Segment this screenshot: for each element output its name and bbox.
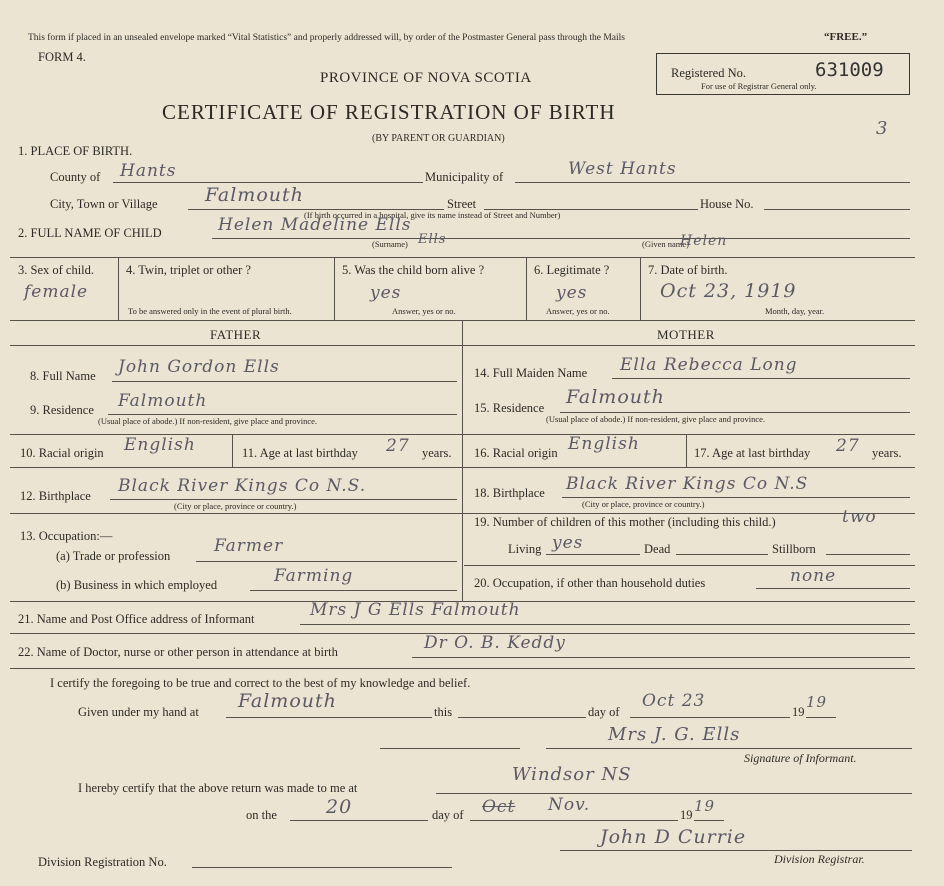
surname-value: Ells	[418, 232, 447, 247]
father-trade-label: (a) Trade or profession	[56, 549, 171, 563]
father-business-label: (b) Business in which employed	[56, 578, 218, 592]
date-of-birth-label: 7. Date of birth.	[648, 263, 728, 277]
registrar-year-value: 19	[694, 797, 716, 815]
mother-heading: MOTHER	[657, 327, 715, 342]
registrar-signature: John D Currie	[600, 826, 747, 848]
doctor-value: Dr O. B. Keddy	[424, 633, 566, 653]
registered-number-box	[656, 53, 910, 95]
hospital-note: (If birth occurred in a hospital, give its name instead of Street and Number)	[304, 210, 561, 220]
twin-note: To be answered only in the event of plural birth.	[128, 306, 292, 316]
street-label: Street	[447, 197, 477, 211]
informant-value: Mrs J G Ells Falmouth	[310, 600, 521, 620]
this-label: this	[434, 705, 453, 719]
free-mark: “FREE.”	[824, 31, 868, 43]
margin-mark: 3	[876, 118, 889, 139]
municipality-label: Municipality of	[425, 170, 504, 184]
certificate-subtitle: (BY PARENT OR GUARDIAN)	[372, 133, 505, 144]
mother-age-label: 17. Age at last birthday	[694, 446, 811, 460]
mother-residence-label: 15. Residence	[474, 401, 545, 415]
division-registration-label: Division Registration No.	[38, 855, 167, 869]
province-heading: PROVINCE OF NOVA SCOTIA	[320, 70, 532, 86]
twin-label: 4. Twin, triplet or other ?	[126, 263, 251, 277]
sex-label: 3. Sex of child.	[18, 263, 95, 277]
father-racial-label: 10. Racial origin	[20, 446, 104, 460]
registrar-note: For use of Registrar General only.	[701, 81, 817, 91]
given-value: Helen	[680, 233, 728, 249]
father-name-label: 8. Full Name	[30, 369, 96, 383]
father-residence-label: 9. Residence	[30, 403, 94, 417]
child-full-name: Helen Madeline Ells	[218, 215, 412, 235]
registered-number: 631009	[815, 59, 884, 81]
registration-day: 20	[326, 796, 353, 818]
mother-age-value: 27	[836, 436, 860, 456]
father-name-value: John Gordon Ells	[118, 357, 280, 377]
mother-children-label: 19. Number of children of this mother (including this child.)	[474, 515, 776, 529]
father-age-value: 27	[386, 436, 410, 456]
legitimate-label: 6. Legitimate ?	[534, 263, 610, 277]
on-the-label: on the	[246, 808, 277, 822]
form-number: FORM 4.	[38, 50, 86, 64]
mother-name-label: 14. Full Maiden Name	[474, 366, 588, 380]
mother-living-value: yes	[552, 533, 584, 553]
place-of-birth-label: 1. PLACE OF BIRTH.	[18, 144, 133, 158]
mother-dead-label: Dead	[644, 542, 671, 556]
date-of-birth-value: Oct 23, 1919	[660, 280, 797, 302]
father-birthplace-note: (City or place, province or country.)	[174, 501, 297, 511]
return-place: Windsor NS	[512, 764, 632, 785]
alive-label: 5. Was the child born alive ?	[342, 263, 485, 277]
surname-note: (Surname)	[372, 239, 408, 249]
father-birthplace-label: 12. Birthplace	[20, 489, 91, 503]
registered-label: Registered No.	[671, 66, 746, 80]
mother-name-value: Ella Rebecca Long	[620, 355, 798, 375]
mother-stillborn-label: Stillborn	[772, 542, 816, 556]
day-of-value: Oct 23	[642, 691, 706, 711]
mother-residence-note: (Usual place of abode.) If non-resident, give place and province.	[546, 414, 766, 424]
county-value: Hants	[120, 161, 177, 181]
envelope-notice: This form if placed in an unsealed envelope marked “Vital Statistics” and properly addressed will, by order of the Postmaster General pass through the Mails	[28, 33, 625, 43]
county-label: County of	[50, 170, 101, 184]
legitimate-note: Answer, yes or no.	[546, 306, 610, 316]
informant-label: 21. Name and Post Office address of Informant	[18, 612, 255, 626]
registrar-year-prefix: 19	[680, 808, 693, 822]
alive-note: Answer, yes or no.	[392, 306, 456, 316]
given-under-place: Falmouth	[238, 690, 337, 712]
doctor-label: 22. Name of Doctor, nurse or other person in attendance at birth	[18, 645, 338, 659]
father-occupation-label: 13. Occupation:—	[20, 529, 113, 543]
year-value: 19	[806, 693, 828, 711]
certificate-title: CERTIFICATE OF REGISTRATION OF BIRTH	[162, 100, 616, 124]
municipality-value: West Hants	[568, 159, 677, 179]
father-birthplace-value: Black River Kings Co N.S.	[118, 476, 367, 496]
alive-value: yes	[370, 283, 402, 303]
division-registrar-label: Division Registrar.	[774, 852, 865, 866]
given-note: (Given name)	[642, 239, 689, 249]
child-name-label: 2. FULL NAME OF CHILD	[18, 226, 162, 240]
mother-children-value: two	[842, 507, 877, 527]
year-prefix: 19	[792, 705, 805, 719]
date-of-birth-note: Month, day, year.	[765, 306, 825, 316]
mother-living-label: Living	[508, 542, 542, 556]
legitimate-value: yes	[556, 283, 588, 303]
mother-age-unit: years.	[872, 446, 902, 460]
father-trade-value: Farmer	[214, 536, 284, 556]
father-business-value: Farming	[274, 566, 354, 586]
father-racial-value: English	[124, 435, 196, 455]
mother-racial-label: 16. Racial origin	[474, 446, 558, 460]
father-residence-value: Falmouth	[118, 391, 208, 411]
father-heading: FATHER	[210, 327, 262, 342]
registrar-day-of-label: day of	[432, 808, 464, 822]
city-value: Falmouth	[205, 184, 304, 206]
given-under-label: Given under my hand at	[78, 705, 199, 719]
father-residence-note: (Usual place of abode.) If non-resident, give place and province.	[98, 416, 318, 426]
registration-month: Nov.	[548, 795, 591, 815]
mother-racial-value: English	[568, 434, 640, 454]
day-of-label: day of	[588, 705, 620, 719]
sex-value: female	[24, 282, 89, 302]
father-age-label: 11. Age at last birthday	[242, 446, 358, 460]
registration-month-struck: Oct	[482, 797, 516, 817]
mother-occupation-value: none	[790, 566, 837, 586]
registrar-statement: I hereby certify that the above return was made to me at	[78, 781, 358, 795]
certification-statement: I certify the foregoing to be true and correct to the best of my knowledge and belief.	[50, 676, 471, 690]
mother-birthplace-note: (City or place, province or country.)	[582, 499, 705, 509]
mother-residence-value: Falmouth	[566, 386, 665, 408]
signature-of-informant-label: Signature of Informant.	[744, 751, 857, 765]
father-age-unit: years.	[422, 446, 452, 460]
mother-birthplace-label: 18. Birthplace	[474, 486, 545, 500]
mother-occupation-label: 20. Occupation, if other than household duties	[474, 576, 706, 590]
house-no-label: House No.	[700, 197, 754, 211]
mother-birthplace-value: Black River Kings Co N.S	[566, 474, 809, 494]
city-label: City, Town or Village	[50, 197, 158, 211]
informant-signature: Mrs J. G. Ells	[608, 724, 741, 745]
